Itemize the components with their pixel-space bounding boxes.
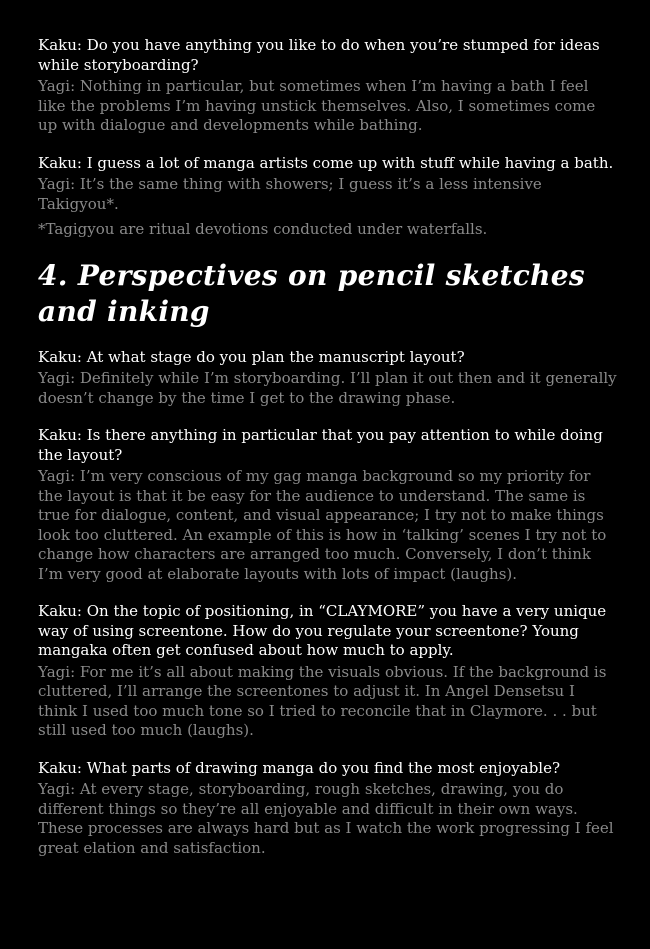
qa-block-bath [38,154,618,240]
qa-block-stumped [38,36,618,136]
qa-block-layout-attention [38,426,618,584]
question: Kaku: What parts of drawing manga do you find the most enjoyable? [38,758,561,777]
answer: Yagi: At every stage, storyboarding, rough sketches, drawing, you do different things so they’re all enjoyable and difficult in their own ways. These processes are always hard but as I watch the work progressing I feel great elation and satisfaction. [38,780,614,857]
qa-block-layout-stage [38,348,618,409]
question: Kaku: Do you have anything you like to do when you’re stumped for ideas while storyboarding? [38,36,600,74]
answer: Yagi: Nothing in particular, but sometimes when I’m having a bath I feel like the problems I’m having unstick themselves. Also, I sometimes come up with dialogue and developments while bathing. [38,77,596,134]
interview-page [38,36,618,876]
answer: Yagi: Definitely while I’m storyboarding. I’ll plan it out then and it generally doesn’t change by the time I get to the drawing phase. [38,369,617,407]
answer: Yagi: For me it’s all about making the visuals obvious. If the background is cluttered, I’ll arrange the screentones to adjust it. In Angel Densetsu I think I used too much tone so I tried to reconcile that in Claymore. . . but still used too much (laughs). [38,662,607,739]
question: Kaku: I guess a lot of manga artists come up with stuff while having a bath. [38,153,614,172]
qa-block-screentone [38,602,618,741]
answer: Yagi: It’s the same thing with showers; I guess it’s a less intensive Takigyou*. [38,175,542,213]
question: Kaku: On the topic of positioning, in “CLAYMORE” you have a very unique way of using screentone. How do you regulate your screentone? Young mangaka often get confused about how much to apply. [38,602,607,659]
qa-block-enjoyable [38,759,618,859]
section-heading: 4. Perspectives on pencil sketches and inking [38,258,585,328]
question: Kaku: At what stage do you plan the manuscript layout? [38,347,465,366]
footnote: *Tagigyou are ritual devotions conducted under waterfalls. [38,220,488,238]
answer: Yagi: I’m very conscious of my gag manga background so my priority for the layout is that it be easy for the audience to understand. The same is true for dialogue, content, and visual appearance; I try not to make things look too cluttered. An example of this is how in ‘talking’ scenes I try not to change how characters are arranged too much. Conversely, I don’t think I’m very good at elaborate layouts with lots of impact (laughs). [38,467,607,583]
question: Kaku: Is there anything in particular that you pay attention to while doing the layout? [38,426,603,464]
